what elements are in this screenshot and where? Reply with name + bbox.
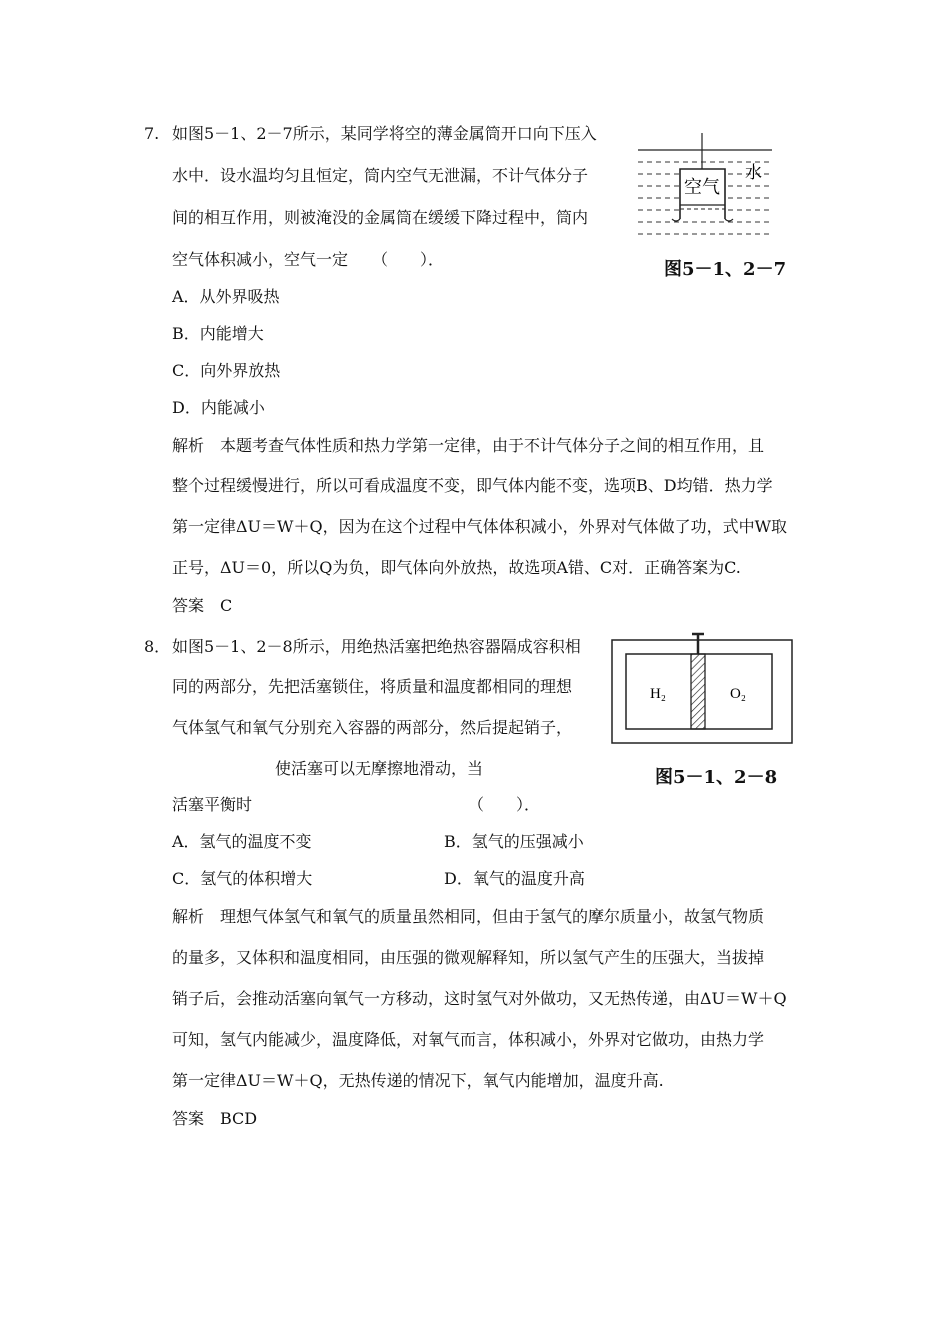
question-line: 空气体积减小，空气一定 （ ）． [172,250,445,269]
question-line: 间的相互作用，则被淹没的金属筒在缓缓下降过程中，筒内 [172,208,589,227]
question-line: 活塞平衡时 （ ）． [172,795,541,814]
option-c: C．氢气的体积增大 [172,869,313,888]
option-d: D．氧气的温度升高 [444,869,585,888]
question-line: 如图5－1、2－8所示，用绝热活塞把绝热容器隔成容积相 [172,637,581,656]
question-number: 7. [144,124,160,143]
metal-cylinder-figure [630,125,780,245]
o2-label: O₂ [729,686,747,702]
analysis-line: 第一定律ΔU＝W＋Q，无热传递的情况下，氧气内能增加，温度升高. [172,1071,664,1090]
h2-label: H₂ [649,686,667,702]
option-b: B．内能增大 [172,324,264,343]
question-line: 气体氢气和氧气分别充入容器的两部分，然后提起销子， [172,718,573,737]
question-number: 8． [144,637,171,656]
analysis-line: 的量多，又体积和温度相同，由压强的微观解释知，所以氢气产生的压强大，当拔掉 [172,948,765,967]
option-c: C．向外界放热 [172,361,281,380]
analysis-line: 正号，ΔU＝0，所以Q为负，即气体向外放热，故选项A错、C对．正确答案为C. [172,558,741,577]
air-label: 空气 [684,177,720,198]
answer: 答案 C [172,596,233,615]
analysis-line: 可知，氢气内能减少，温度降低，对氧气而言，体积减小，外界对它做功，由热力学 [172,1030,765,1049]
option-a: A．从外界吸热 [172,287,280,306]
analysis-line: 销子后，会推动活塞向氧气一方移动，这时氢气对外做功，又无热传递，由ΔU＝W＋Q [172,989,787,1008]
answer: 答案 BCD [172,1109,258,1128]
question-line: 使活塞可以无摩擦地滑动，当 [275,759,484,778]
analysis-line: 整个过程缓慢进行，所以可看成温度不变，即气体内能不变，选项B、D均错．热力学 [172,476,773,495]
analysis-line: 解析 理想气体氢气和氧气的质量虽然相同，但由于氢气的摩尔质量小，故氢气物质 [172,907,765,926]
option-a: A．氢气的温度不变 [172,832,312,851]
water-label: 水 [745,163,762,183]
figure-caption: 图5－1、2－8 [655,767,778,788]
question-line: 同的两部分，先把活塞锁住，将质量和温度都相同的理想 [172,677,573,696]
option-b: B．氢气的压强减小 [444,832,584,851]
option-d: D．内能减小 [172,398,265,417]
analysis-line: 解析 本题考查气体性质和热力学第一定律，由于不计气体分子之间的相互作用，且 [172,436,765,455]
question-line: 如图5－1、2－7所示，某同学将空的薄金属筒开口向下压入 [172,124,597,143]
question-line: 水中．设水温均匀且恒定，筒内空气无泄漏，不计气体分子 [172,166,589,185]
piston-container-figure [610,630,795,750]
analysis-line: 第一定律ΔU＝W＋Q，因为在这个过程中气体体积减小，外界对气体做了功，式中W取 [172,517,788,536]
figure-caption: 图5－1、2－7 [664,259,787,280]
